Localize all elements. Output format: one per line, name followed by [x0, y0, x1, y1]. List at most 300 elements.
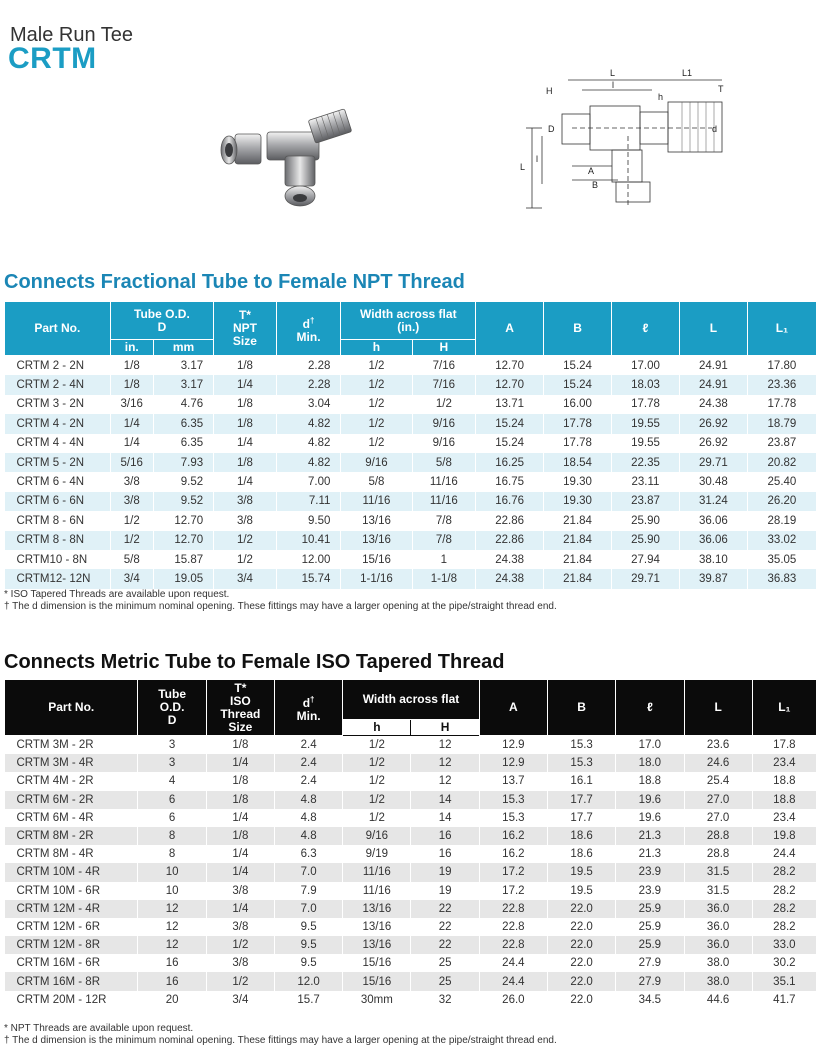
cell-part: CRTM 6M - 4R: [5, 809, 138, 827]
cell-part: CRTM10 - 8N: [5, 550, 111, 569]
cell-H: 7/16: [412, 375, 476, 394]
cell-d: 6.3: [274, 845, 342, 863]
cell-B: 17.78: [544, 434, 612, 453]
table-row: [5, 453, 817, 472]
cell-L1: 23.4: [752, 754, 816, 772]
cell-H: 9/16: [412, 414, 476, 433]
table-row: [5, 754, 817, 772]
cell-H: 25: [411, 954, 479, 972]
cell-h: 1/2: [341, 395, 412, 414]
cell-d: 4.8: [274, 827, 342, 845]
col-width-across-flat: Width across flat (in.): [341, 302, 476, 340]
cell-part: CRTM 3 - 2N: [5, 395, 111, 414]
cell-l: 18.03: [612, 375, 680, 394]
cell-h: 13/16: [343, 900, 411, 918]
cell-A: 13.71: [476, 395, 544, 414]
cell-L: 31.5: [684, 882, 752, 900]
cell-A: 13.7: [479, 772, 547, 790]
cell-d: 15.74: [276, 569, 341, 588]
col-tube-od: Tube O.D. D: [138, 680, 206, 736]
label-D: D: [548, 124, 555, 134]
cell-B: 22.0: [548, 954, 616, 972]
cell-L1: 19.8: [752, 827, 816, 845]
cell-L: 28.8: [684, 827, 752, 845]
cell-A: 12.9: [479, 736, 547, 755]
cell-L1: 28.2: [752, 900, 816, 918]
cell-L: 26.92: [679, 414, 747, 433]
cell-H: 14: [411, 791, 479, 809]
cell-H: 7/8: [412, 511, 476, 530]
cell-h: 15/16: [343, 972, 411, 990]
label-l-vert: l: [536, 154, 538, 164]
cell-od: 10: [138, 882, 206, 900]
cell-l: 25.9: [616, 936, 684, 954]
cell-H: 22: [411, 936, 479, 954]
label-L1: L1: [682, 68, 693, 78]
cell-t: 3/8: [206, 954, 274, 972]
cell-A: 26.0: [479, 991, 547, 1009]
cell-l: 21.3: [616, 827, 684, 845]
col-tube-od: Tube O.D. D: [110, 302, 214, 340]
cell-B: 22.0: [548, 918, 616, 936]
cell-L1: 33.02: [747, 531, 816, 550]
cell-A: 12.70: [476, 356, 544, 376]
cell-h: 15/16: [343, 954, 411, 972]
cell-l: 25.90: [612, 511, 680, 530]
cell-in: 3/8: [110, 492, 153, 511]
cell-L: 30.48: [679, 472, 747, 491]
label-l: l: [612, 80, 614, 90]
product-subtitle: Male Run Tee: [10, 24, 134, 46]
cell-d: 15.7: [274, 991, 342, 1009]
col-width-across-flat: Width across flat: [343, 680, 480, 720]
cell-B: 15.24: [544, 375, 612, 394]
cell-mm: 6.35: [153, 434, 213, 453]
cell-h: 11/16: [341, 492, 412, 511]
cell-l: 27.9: [616, 972, 684, 990]
cell-A: 15.3: [479, 791, 547, 809]
cell-in: 5/8: [110, 550, 153, 569]
col-L: L: [679, 302, 747, 356]
cell-L1: 20.82: [747, 453, 816, 472]
cell-h: 1/2: [343, 791, 411, 809]
cell-A: 24.4: [479, 972, 547, 990]
cell-od: 8: [138, 845, 206, 863]
cell-A: 22.86: [476, 511, 544, 530]
cell-h: 9/16: [341, 453, 412, 472]
cell-od: 6: [138, 809, 206, 827]
cell-h: 30mm: [343, 991, 411, 1009]
cell-H: 16: [411, 827, 479, 845]
cell-A: 24.38: [476, 569, 544, 588]
table1-note-iso: * ISO Tapered Threads are available upon request.: [4, 589, 230, 600]
cell-l: 25.9: [616, 900, 684, 918]
cell-B: 16.00: [544, 395, 612, 414]
cell-d: 9.50: [276, 511, 341, 530]
cell-part: CRTM 10M - 6R: [5, 882, 138, 900]
col-in: in.: [110, 340, 153, 356]
cell-B: 17.7: [548, 809, 616, 827]
cell-B: 19.5: [548, 882, 616, 900]
cell-mm: 15.87: [153, 550, 213, 569]
cell-A: 15.3: [479, 809, 547, 827]
cell-part: CRTM 3M - 4R: [5, 754, 138, 772]
cell-t: 1/8: [206, 791, 274, 809]
cell-part: CRTM 2 - 4N: [5, 375, 111, 394]
cell-d: 2.28: [276, 356, 341, 376]
cell-B: 19.30: [544, 472, 612, 491]
cell-L1: 18.8: [752, 772, 816, 790]
cell-H: 22: [411, 918, 479, 936]
col-A: A: [479, 680, 547, 736]
cell-l: 18.0: [616, 754, 684, 772]
cell-mm: 4.76: [153, 395, 213, 414]
cell-d: 10.41: [276, 531, 341, 550]
cell-l: 19.6: [616, 791, 684, 809]
cell-part: CRTM 16M - 8R: [5, 972, 138, 990]
cell-t: 1/4: [206, 863, 274, 881]
cell-d: 4.82: [276, 453, 341, 472]
cell-L: 36.0: [684, 900, 752, 918]
label-H: H: [546, 86, 553, 96]
cell-in: 5/16: [110, 453, 153, 472]
table-row: [5, 882, 817, 900]
cell-mm: 19.05: [153, 569, 213, 588]
cell-H: 12: [411, 736, 479, 755]
cell-part: CRTM 8M - 4R: [5, 845, 138, 863]
cell-B: 18.54: [544, 453, 612, 472]
cell-h: 13/16: [343, 918, 411, 936]
table-row: [5, 550, 817, 569]
cell-in: 1/2: [110, 531, 153, 550]
cell-l: 23.9: [616, 863, 684, 881]
cell-L1: 28.2: [752, 918, 816, 936]
cell-L: 27.0: [684, 809, 752, 827]
cell-l: 19.6: [616, 809, 684, 827]
table-row: [5, 414, 817, 433]
cell-B: 15.3: [548, 736, 616, 755]
cell-L: 36.06: [679, 531, 747, 550]
cell-A: 16.76: [476, 492, 544, 511]
col-H: H: [411, 720, 479, 736]
table-row: [5, 434, 817, 453]
cell-H: 1: [412, 550, 476, 569]
cell-L: 39.87: [679, 569, 747, 588]
cell-H: 14: [411, 809, 479, 827]
cell-h: 1/2: [341, 356, 412, 376]
table-row: [5, 472, 817, 491]
cell-H: 1/2: [412, 395, 476, 414]
col-B: B: [548, 680, 616, 736]
cell-h: 1/2: [341, 414, 412, 433]
cell-d: 2.4: [274, 754, 342, 772]
cell-t: 1/2: [206, 972, 274, 990]
cell-od: 16: [138, 954, 206, 972]
cell-od: 4: [138, 772, 206, 790]
cell-h: 1/2: [341, 434, 412, 453]
cell-t: 3/4: [214, 569, 277, 588]
cell-L1: 33.0: [752, 936, 816, 954]
cell-l: 17.0: [616, 736, 684, 755]
cell-L: 31.24: [679, 492, 747, 511]
table-row: [5, 900, 817, 918]
cell-in: 1/8: [110, 375, 153, 394]
cell-B: 18.6: [548, 827, 616, 845]
cell-t: 1/4: [214, 472, 277, 491]
cell-B: 22.0: [548, 900, 616, 918]
cell-L: 24.91: [679, 356, 747, 376]
cell-mm: 12.70: [153, 511, 213, 530]
cell-A: 16.2: [479, 845, 547, 863]
cell-A: 16.2: [479, 827, 547, 845]
table-row: [5, 772, 817, 790]
cell-t: 3/8: [214, 511, 277, 530]
cell-t: 1/8: [214, 453, 277, 472]
col-h: h: [341, 340, 412, 356]
cell-H: 19: [411, 882, 479, 900]
cell-L: 38.0: [684, 954, 752, 972]
label-A: A: [588, 166, 595, 176]
cell-in: 1/4: [110, 434, 153, 453]
table-row: [5, 791, 817, 809]
cell-L: 31.5: [684, 863, 752, 881]
cell-t: 1/8: [206, 736, 274, 755]
cell-B: 22.0: [548, 972, 616, 990]
cell-H: 7/16: [412, 356, 476, 376]
col-mm: mm: [153, 340, 213, 356]
cell-A: 12.70: [476, 375, 544, 394]
cell-L1: 17.78: [747, 395, 816, 414]
col-L: L: [684, 680, 752, 736]
product-code: CRTM: [8, 42, 97, 75]
label-h: h: [658, 92, 664, 102]
table1-notes: [4, 589, 557, 613]
cell-l: 34.5: [616, 991, 684, 1009]
table-row: [5, 863, 817, 881]
cell-t: 3/8: [206, 882, 274, 900]
cell-d: 3.04: [276, 395, 341, 414]
cell-h: 13/16: [341, 531, 412, 550]
cell-B: 18.6: [548, 845, 616, 863]
cell-part: CRTM 8M - 2R: [5, 827, 138, 845]
fractional-tube-table: [4, 301, 817, 589]
col-L1: L₁: [747, 302, 816, 356]
table2-note-npt: * NPT Threads are available upon request.: [4, 1023, 194, 1034]
cell-d: 4.8: [274, 809, 342, 827]
cell-d: 9.5: [274, 936, 342, 954]
cell-L: 26.92: [679, 434, 747, 453]
cell-h: 9/16: [343, 827, 411, 845]
cell-d: 7.11: [276, 492, 341, 511]
cell-A: 17.2: [479, 882, 547, 900]
cell-H: 12: [411, 754, 479, 772]
cell-h: 9/19: [343, 845, 411, 863]
cell-l: 27.9: [616, 954, 684, 972]
cell-part: CRTM 4 - 2N: [5, 414, 111, 433]
cell-t: 1/4: [206, 845, 274, 863]
cell-l: 25.9: [616, 918, 684, 936]
cell-in: 3/16: [110, 395, 153, 414]
col-d-min: d† Min.: [276, 302, 341, 356]
cell-l: 23.87: [612, 492, 680, 511]
cell-L1: 17.80: [747, 356, 816, 376]
cell-d: 4.82: [276, 414, 341, 433]
cell-od: 12: [138, 900, 206, 918]
cell-B: 15.24: [544, 356, 612, 376]
cell-d: 7.0: [274, 863, 342, 881]
cell-B: 19.5: [548, 863, 616, 881]
cell-H: 7/8: [412, 531, 476, 550]
cell-t: 1/8: [214, 356, 277, 376]
cell-A: 22.8: [479, 900, 547, 918]
cell-L1: 18.8: [752, 791, 816, 809]
cell-t: 1/8: [206, 772, 274, 790]
col-L1: L₁: [752, 680, 816, 736]
cell-H: 32: [411, 991, 479, 1009]
cell-mm: 7.93: [153, 453, 213, 472]
cell-L: 44.6: [684, 991, 752, 1009]
label-B: B: [592, 180, 599, 190]
table2-notes: [4, 1023, 557, 1047]
cell-H: 11/16: [412, 472, 476, 491]
table-row: [5, 809, 817, 827]
cell-part: CRTM 10M - 4R: [5, 863, 138, 881]
cell-L1: 23.87: [747, 434, 816, 453]
cell-t: 1/4: [214, 434, 277, 453]
table-row: [5, 395, 817, 414]
cell-h: 1/2: [341, 375, 412, 394]
cell-part: CRTM 12M - 8R: [5, 936, 138, 954]
label-d: d: [712, 124, 718, 134]
cell-A: 17.2: [479, 863, 547, 881]
label-T: T: [718, 84, 724, 94]
cell-l: 17.78: [612, 395, 680, 414]
label-L-vert: L: [520, 162, 526, 172]
cell-l: 23.9: [616, 882, 684, 900]
cell-B: 22.0: [548, 991, 616, 1009]
table2-note-d: † The d dimension is the minimum nominal opening. These fittings may have a larger opening at the pipe/straight thread end.: [4, 1035, 557, 1046]
table2-title: Connects Metric Tube to Female ISO Tapered Thread: [4, 651, 505, 673]
cell-L: 38.10: [679, 550, 747, 569]
cell-B: 16.1: [548, 772, 616, 790]
cell-part: CRTM 4M - 2R: [5, 772, 138, 790]
cell-t: 1/4: [206, 900, 274, 918]
cell-H: 5/8: [412, 453, 476, 472]
cell-d: 12.00: [276, 550, 341, 569]
cell-l: 22.35: [612, 453, 680, 472]
cell-B: 17.78: [544, 414, 612, 433]
cell-od: 12: [138, 936, 206, 954]
cell-in: 3/4: [110, 569, 153, 588]
cell-L: 29.71: [679, 453, 747, 472]
cell-od: 10: [138, 863, 206, 881]
cell-A: 22.8: [479, 918, 547, 936]
col-l: ℓ: [616, 680, 684, 736]
col-l: ℓ: [612, 302, 680, 356]
cell-in: 1/8: [110, 356, 153, 376]
cell-L: 36.0: [684, 918, 752, 936]
cell-h: 11/16: [343, 882, 411, 900]
cell-part: CRTM 6M - 2R: [5, 791, 138, 809]
cell-B: 21.84: [544, 531, 612, 550]
cell-h: 5/8: [341, 472, 412, 491]
cell-od: 3: [138, 736, 206, 755]
cell-l: 19.55: [612, 414, 680, 433]
cell-A: 22.8: [479, 936, 547, 954]
cell-L1: 23.4: [752, 809, 816, 827]
cell-in: 1/2: [110, 511, 153, 530]
cell-l: 23.11: [612, 472, 680, 491]
table-row: [5, 492, 817, 511]
cell-h: 1-1/16: [341, 569, 412, 588]
col-h: h: [343, 720, 411, 736]
cell-d: 9.5: [274, 954, 342, 972]
table-row: [5, 845, 817, 863]
cell-L1: 26.20: [747, 492, 816, 511]
cell-A: 12.9: [479, 754, 547, 772]
cell-t: 1/8: [214, 414, 277, 433]
cell-t: 3/8: [214, 492, 277, 511]
cell-B: 21.84: [544, 569, 612, 588]
cell-L1: 28.19: [747, 511, 816, 530]
cell-l: 29.71: [612, 569, 680, 588]
cell-t: 1/2: [214, 531, 277, 550]
table-row: [5, 972, 817, 990]
cell-l: 18.8: [616, 772, 684, 790]
cell-L: 28.8: [684, 845, 752, 863]
cell-part: CRTM 6 - 6N: [5, 492, 111, 511]
table-row: [5, 531, 817, 550]
cell-d: 7.00: [276, 472, 341, 491]
col-A: A: [476, 302, 544, 356]
cell-part: CRTM 3M - 2R: [5, 736, 138, 755]
cell-od: 8: [138, 827, 206, 845]
cell-part: CRTM 5 - 2N: [5, 453, 111, 472]
table1-title: Connects Fractional Tube to Female NPT Thread: [4, 271, 465, 293]
cell-part: CRTM 8 - 6N: [5, 511, 111, 530]
cell-A: 15.24: [476, 434, 544, 453]
cell-od: 6: [138, 791, 206, 809]
cell-d: 7.9: [274, 882, 342, 900]
cell-d: 2.4: [274, 772, 342, 790]
table-row: [5, 375, 817, 394]
table-row: [5, 936, 817, 954]
table-row: [5, 569, 817, 588]
cell-A: 15.24: [476, 414, 544, 433]
cell-part: CRTM 16M - 6R: [5, 954, 138, 972]
cell-B: 15.3: [548, 754, 616, 772]
col-H: H: [412, 340, 476, 356]
cell-L1: 24.4: [752, 845, 816, 863]
cell-in: 3/8: [110, 472, 153, 491]
col-B: B: [544, 302, 612, 356]
cell-mm: 9.52: [153, 492, 213, 511]
cell-L: 36.0: [684, 936, 752, 954]
cell-mm: 3.17: [153, 375, 213, 394]
metric-tube-table: [4, 679, 817, 1009]
cell-L: 25.4: [684, 772, 752, 790]
cell-h: 11/16: [343, 863, 411, 881]
cell-d: 2.4: [274, 736, 342, 755]
cell-L: 24.91: [679, 375, 747, 394]
cell-part: CRTM12- 12N: [5, 569, 111, 588]
cell-t: 1/8: [214, 395, 277, 414]
cell-l: 17.00: [612, 356, 680, 376]
cell-od: 12: [138, 918, 206, 936]
cell-od: 16: [138, 972, 206, 990]
cell-d: 12.0: [274, 972, 342, 990]
cell-t: 1/2: [206, 936, 274, 954]
